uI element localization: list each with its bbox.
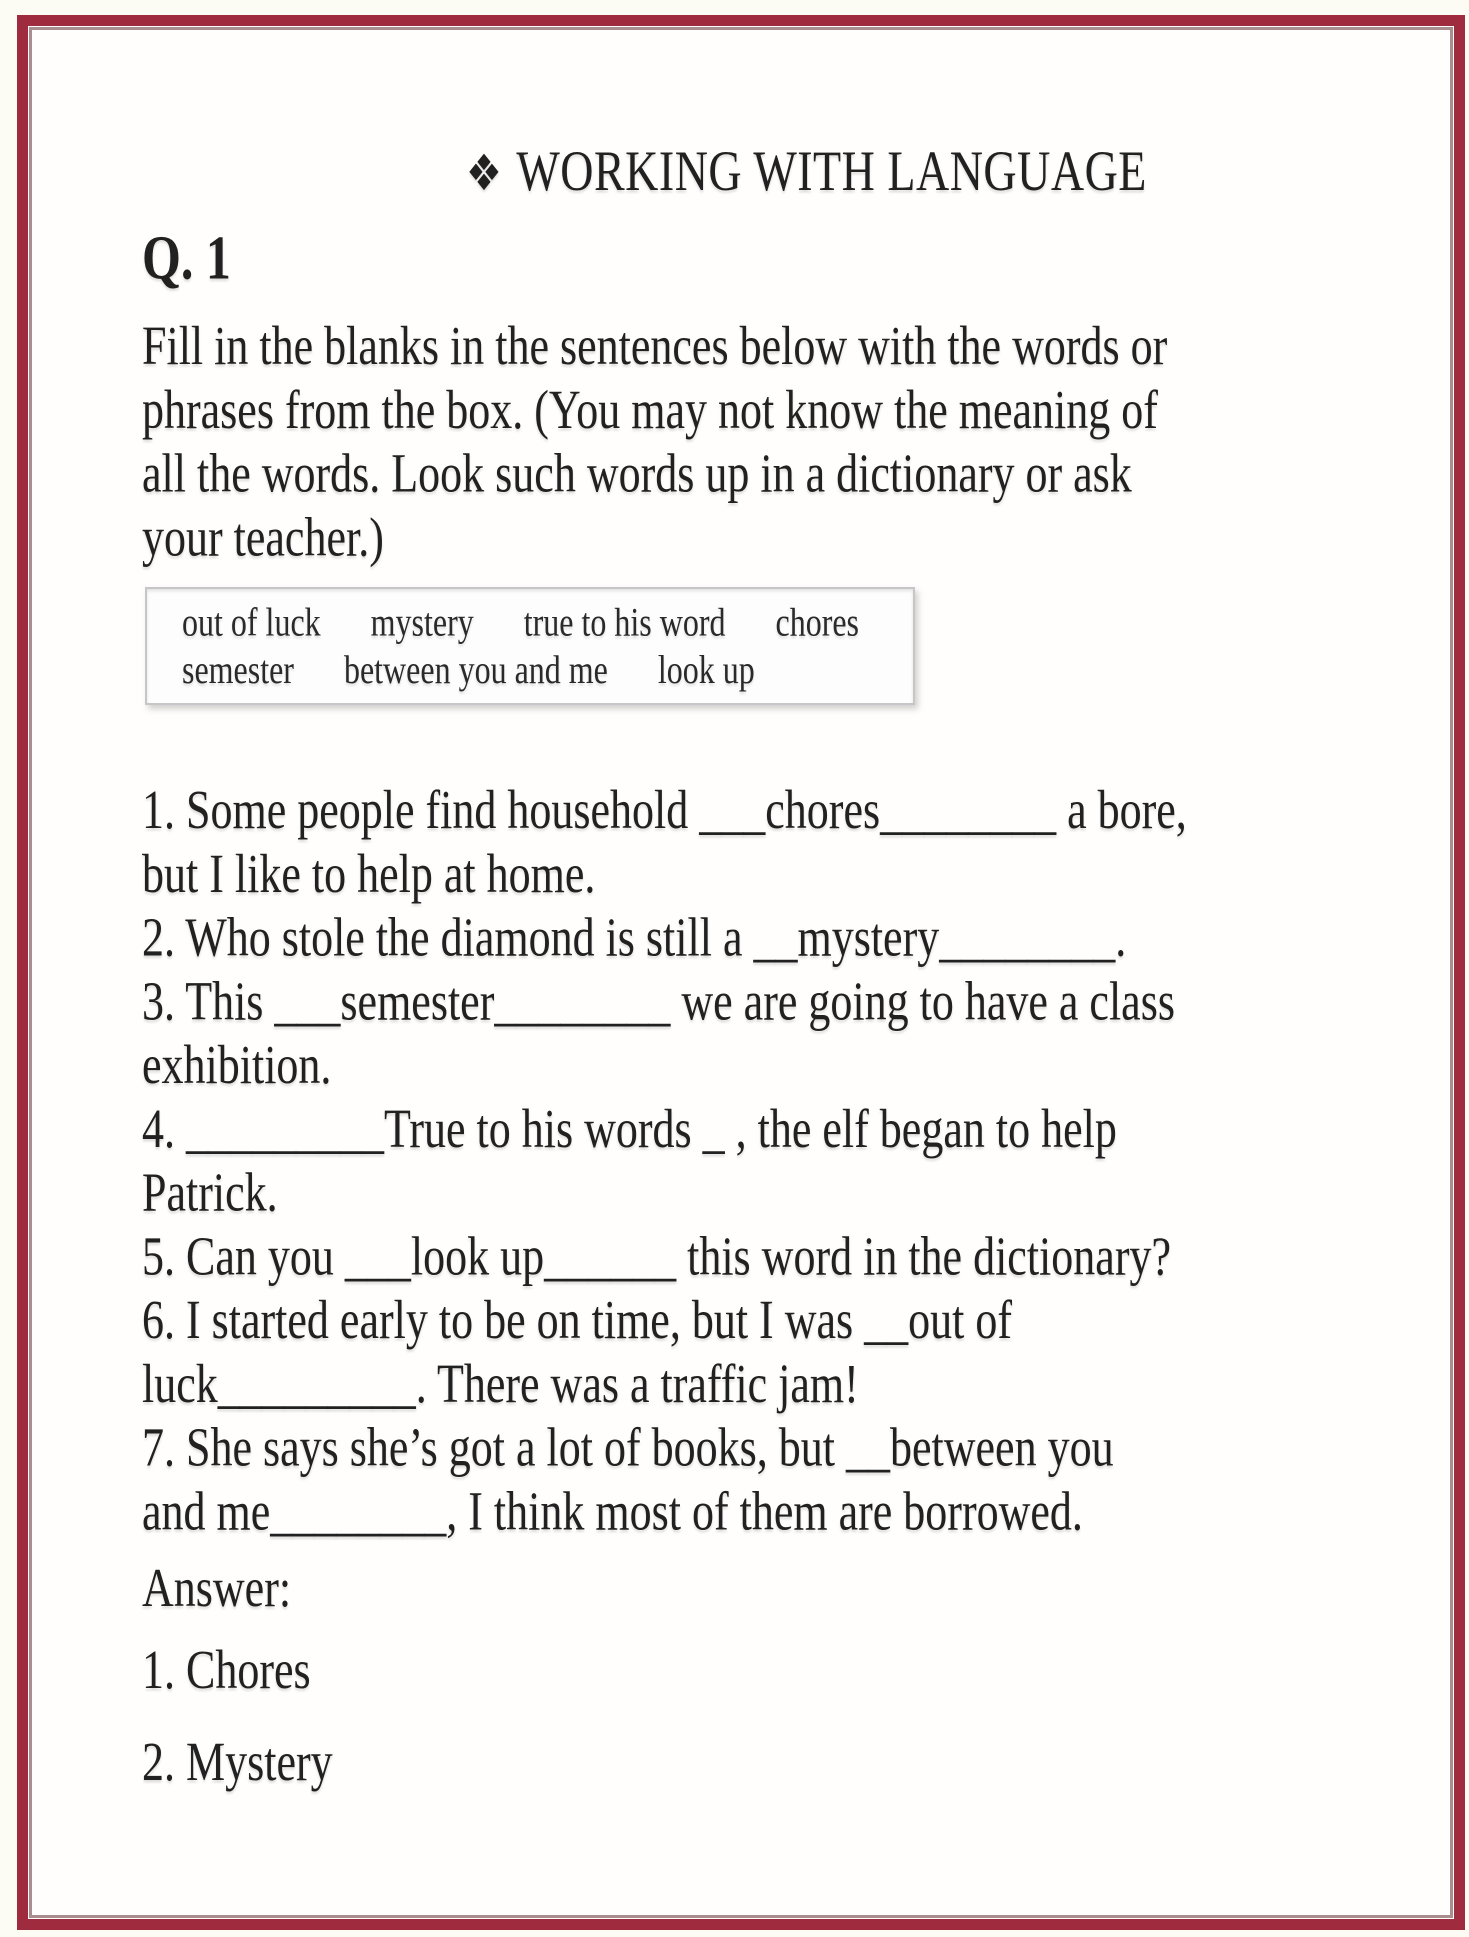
word-bank-term: between you and me xyxy=(343,646,608,692)
sentence-line: 2. Who stole the diamond is still a __mystery________. xyxy=(142,906,1127,968)
sentence-line: exhibition. xyxy=(142,1034,332,1096)
page-title-text: WORKING WITH LANGUAGE xyxy=(516,138,1147,203)
instruction-line: phrases from the box. (You may not know the meaning of xyxy=(142,379,1158,441)
word-bank-term: mystery xyxy=(370,599,474,645)
answer-item: 2. Mystery xyxy=(142,1731,333,1793)
page-title xyxy=(466,136,1147,209)
word-bank-term: chores xyxy=(775,599,859,645)
question-instructions xyxy=(142,314,1167,569)
sentence-line: and me________, I think most of them are borrowed. xyxy=(142,1480,1083,1542)
word-bank-term: semester xyxy=(182,646,294,692)
answer-item: 1. Chores xyxy=(142,1639,311,1701)
diamond-bullet-icon: ❖ xyxy=(466,144,503,203)
word-bank-term: look up xyxy=(657,646,755,692)
question-number: Q. 1 xyxy=(142,222,231,292)
word-bank-term: true to his word xyxy=(523,599,726,645)
sentence-line: Patrick. xyxy=(142,1161,278,1223)
sentence-line: 7. She says she’s got a lot of books, but __between you xyxy=(142,1416,1114,1478)
word-bank-row xyxy=(182,646,859,694)
answer-heading: Answer: xyxy=(142,1557,292,1619)
sentence-line: but I like to help at home. xyxy=(142,843,596,905)
instruction-line: Fill in the blanks in the sentences below with the words or xyxy=(142,315,1168,377)
instruction-line: all the words. Look such words up in a dictionary or ask xyxy=(142,442,1132,504)
fill-in-the-blanks-sentences xyxy=(142,778,1187,1543)
word-bank-term: out of luck xyxy=(182,599,321,645)
sentence-line: luck_________. There was a traffic jam! xyxy=(142,1353,859,1415)
sentence-line: 1. Some people find household ___chores________ a bore, xyxy=(142,779,1187,841)
word-bank-box xyxy=(145,587,915,705)
sentence-line: 6. I started early to be on time, but I was __out of xyxy=(142,1289,1013,1351)
sentence-line: 3. This ___semester________ we are going to have a class xyxy=(142,970,1175,1032)
sentence-line: 4. _________True to his words _ , the elf began to help xyxy=(142,1098,1117,1160)
word-bank-terms xyxy=(182,598,859,693)
sentence-line: 5. Can you ___look up______ this word in the dictionary? xyxy=(142,1225,1171,1287)
word-bank-row xyxy=(182,598,859,646)
instruction-line: your teacher.) xyxy=(142,506,384,568)
